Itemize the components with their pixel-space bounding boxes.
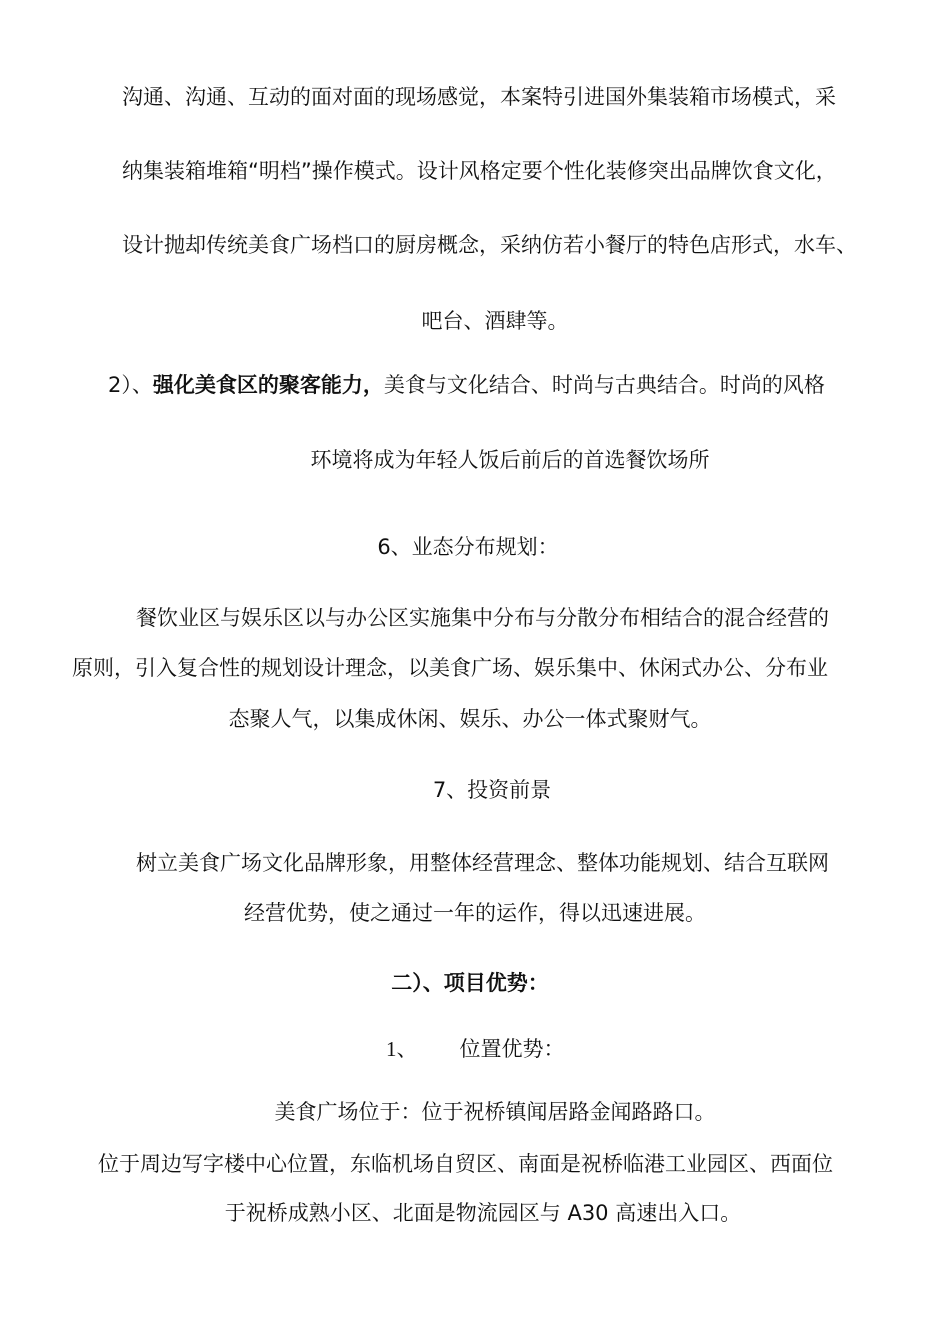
paragraph-line: 经营优势，使之通过一年的运作，得以迅速进展。 [244, 901, 706, 925]
paragraph-line: 树立美食广场文化品牌形象，用整体经营理念、整体功能规划、结合互联网 [136, 851, 829, 875]
paragraph-text: 美食与文化结合、时尚与古典结合。时尚的风格 [383, 373, 825, 397]
paragraph-line: 位于周边写字楼中心位置，东临机场自贸区、南面是祝桥临港工业园区、西面位 [98, 1152, 833, 1176]
paragraph-line: 吧台、酒肆等。 [421, 309, 569, 333]
list-number: 2）、 [108, 373, 153, 397]
section-heading: 6、业态分布规划： [377, 535, 559, 559]
sub-heading-label: 位置优势： [459, 1037, 565, 1061]
paragraph-line: 环境将成为年轻人饭后前后的首选餐饮场所 [310, 448, 710, 472]
sub-heading [386, 1034, 565, 1064]
paragraph-line: 于祝桥成熟小区、北面是物流园区与 A30 高速出入口。 [224, 1201, 742, 1225]
paragraph-line: 原则，引入复合性的规划设计理念，以美食广场、娱乐集中、休闲式办公、分布业 [72, 656, 828, 680]
sub-heading-number: 1、 [386, 1037, 418, 1061]
paragraph-line: 态聚人气，以集成休闲、娱乐、办公一体式聚财气。 [228, 707, 712, 731]
paragraph-line: 沟通、沟通、互动的面对面的现场感觉，本案特引进国外集装箱市场模式，采 [122, 85, 836, 109]
section-heading: 7、投资前景 [432, 778, 552, 802]
paragraph-line [108, 370, 825, 400]
paragraph-line: 美食广场位于：位于祝桥镇闻居路金闻路路口。 [274, 1100, 716, 1124]
paragraph-line: 餐饮业区与娱乐区以与办公区实施集中分布与分散分布相结合的混合经营的 [136, 606, 829, 630]
emphasis-text: 强化美食区的聚客能力， [152, 373, 384, 397]
paragraph-line: 纳集装箱堆箱“明档”操作模式。设计风格定要个性化装修突出品牌饮食文化， [122, 159, 837, 183]
section-title: 二）、项目优势： [391, 971, 549, 995]
paragraph-line: 设计抛却传统美食广场档口的厨房概念，采纳仿若小餐厅的特色店形式，水车、 [122, 233, 857, 257]
